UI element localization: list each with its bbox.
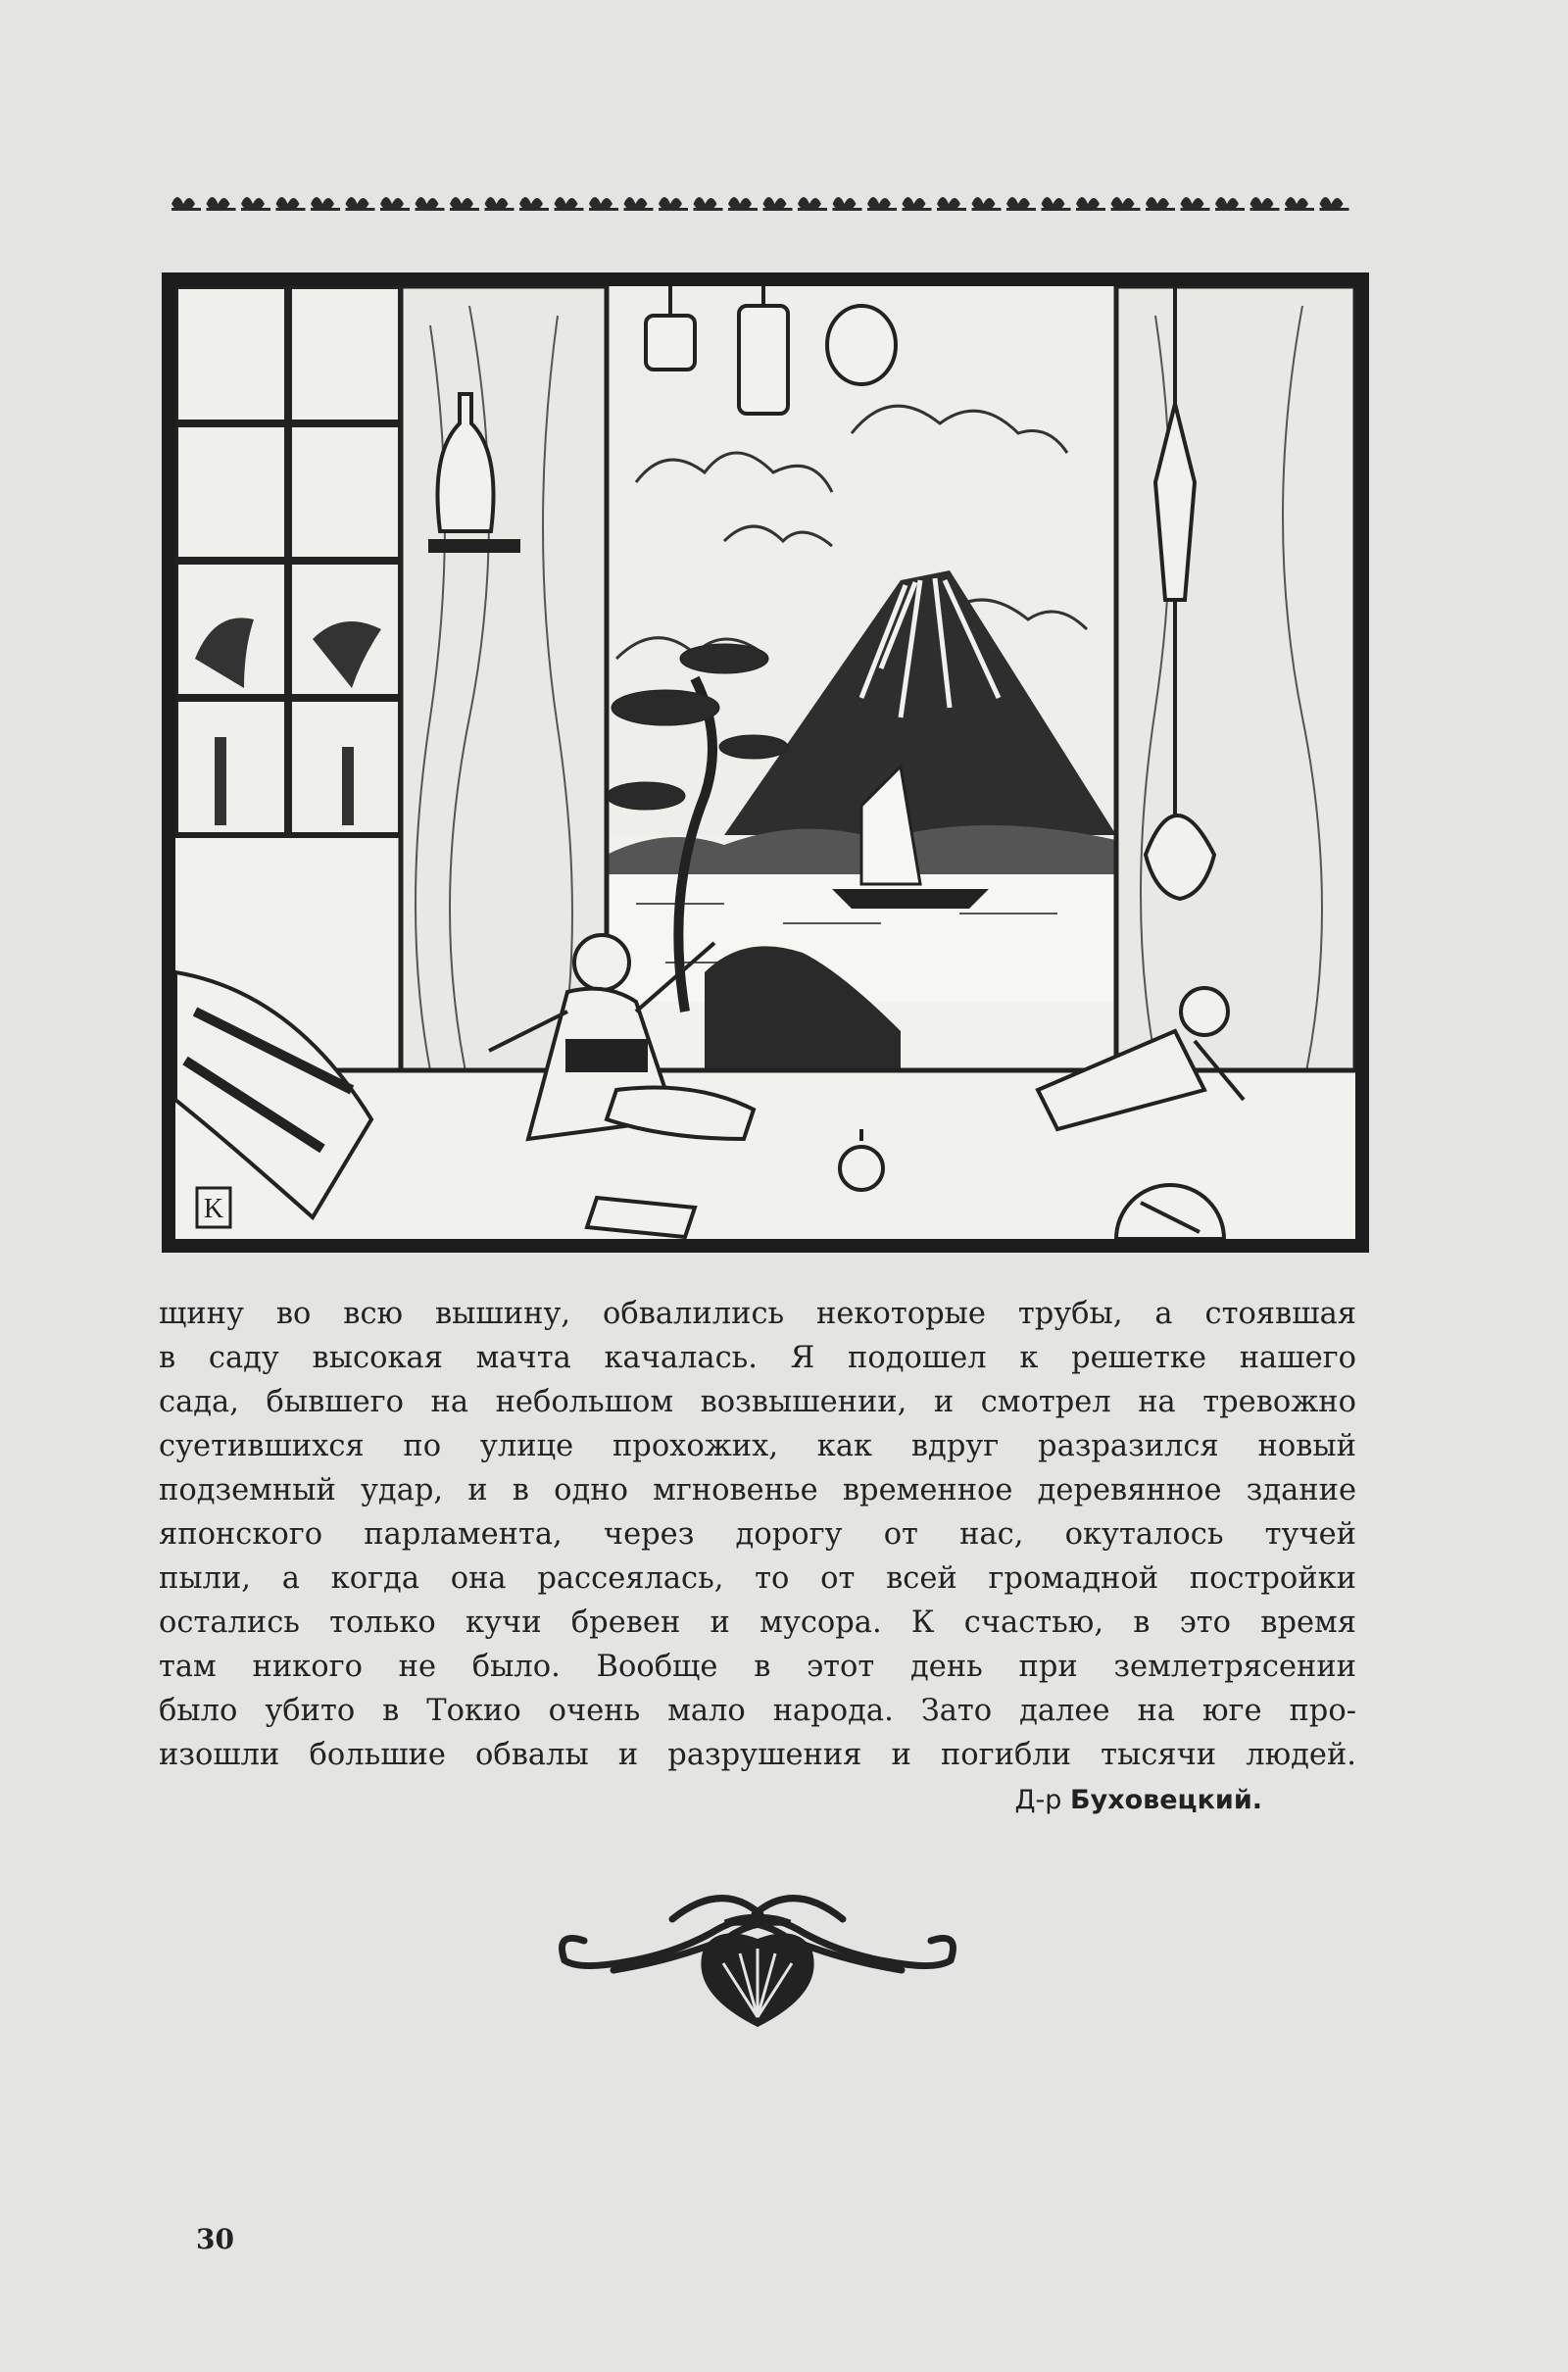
border-stem — [172, 208, 201, 211]
border-stem — [450, 208, 479, 211]
decorative-border-top — [162, 184, 1349, 220]
border-stem — [519, 208, 549, 211]
border-stem — [694, 208, 723, 211]
border-stem — [207, 208, 236, 211]
border-stem — [624, 208, 654, 211]
text-line: остались только кучи бревен и мусора. К счастью, в это время — [159, 1606, 1356, 1640]
japanese-interior-illustration — [175, 286, 1355, 1239]
text-line: было убито в Токио очень мало народа. Зато далее на юге про- — [159, 1694, 1356, 1728]
border-stem — [311, 208, 340, 211]
border-stem — [346, 208, 375, 211]
text-line: в саду высокая мачта качалась. Я подошел к решетке нашего — [159, 1341, 1356, 1375]
border-stem — [555, 208, 584, 211]
border-stem — [798, 208, 827, 211]
decorative-vignette — [545, 1880, 970, 2029]
text-line: сада, бывшего на небольшом возвышении, и смотрел на тревожно — [159, 1385, 1356, 1419]
border-stem — [241, 208, 270, 211]
text-line: японского парламента, через дорогу от нас, окуталось тучей — [159, 1517, 1356, 1552]
woodcut-illustration — [162, 272, 1369, 1253]
text-line: щину во всю вышину, обвалились некоторые трубы, а стоявшая — [159, 1297, 1356, 1331]
art-nouveau-ornament-icon — [545, 1880, 970, 2029]
border-stem — [937, 208, 966, 211]
border-stem — [1250, 208, 1280, 211]
border-stem — [380, 208, 410, 211]
border-stem — [972, 208, 1002, 211]
border-stem — [589, 208, 618, 211]
border-stem — [1076, 208, 1105, 211]
border-stem — [1285, 208, 1314, 211]
signature-name: Буховецкий. — [1070, 1785, 1262, 1815]
border-stem — [763, 208, 793, 211]
text-line: изошли большие обвалы и разрушения и погибли тысячи людей. — [159, 1738, 1356, 1772]
text-line: суетившихся по улице прохожих, как вдруг разразился новый — [159, 1429, 1356, 1463]
border-stem — [276, 208, 306, 211]
border-stem — [833, 208, 862, 211]
border-stem — [416, 208, 445, 211]
border-stem — [1006, 208, 1036, 211]
floral-border-icon — [162, 184, 1349, 220]
text-line: там никого не было. Вообще в этот день при землетрясении — [159, 1650, 1356, 1684]
author-signature — [1014, 1785, 1262, 1815]
text-line: подземный удар, и в одно мгновенье временное деревянное здание — [159, 1473, 1356, 1507]
border-stem — [903, 208, 932, 211]
border-stem — [1042, 208, 1071, 211]
border-stem — [867, 208, 897, 211]
border-stem — [1181, 208, 1210, 211]
border-stem — [728, 208, 758, 211]
article-text — [159, 1292, 1356, 1777]
border-stem — [1320, 208, 1349, 211]
signature-prefix: Д-р — [1014, 1785, 1062, 1815]
page-number: 30 — [196, 2223, 234, 2255]
border-stem — [1146, 208, 1175, 211]
text-line: пыли, а когда она рассеялась, то от всей громадной постройки — [159, 1561, 1356, 1596]
svg-text:K: K — [203, 1194, 224, 1224]
border-stem — [485, 208, 514, 211]
border-stem — [1111, 208, 1141, 211]
border-stem — [1215, 208, 1245, 211]
border-stem — [659, 208, 688, 211]
